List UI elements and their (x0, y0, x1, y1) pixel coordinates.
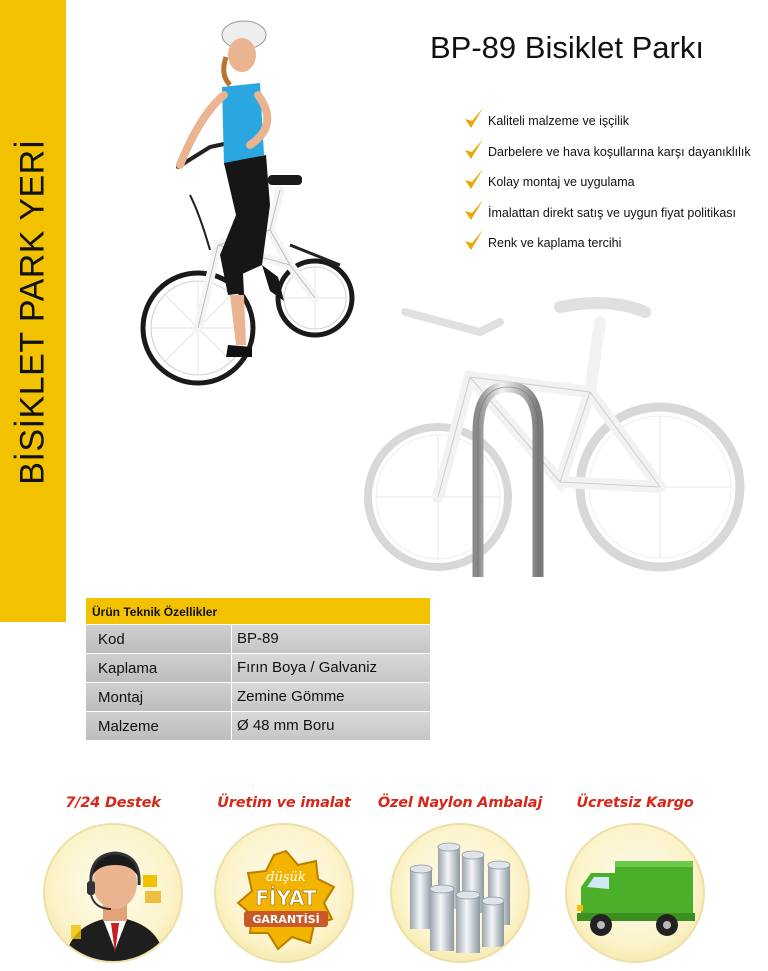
side-banner-text: BİSİKLET PARK YERİ (13, 139, 52, 485)
feature-item (463, 234, 763, 265)
spec-row (86, 625, 430, 653)
product-title: BP-89 Bisiklet Parkı (430, 30, 704, 65)
service-production (199, 795, 369, 926)
feature-item (463, 173, 763, 204)
service-packaging (375, 795, 545, 811)
checkmark-icon (463, 137, 485, 163)
spec-key: Malzeme (86, 712, 231, 740)
spec-table (86, 598, 430, 740)
spec-key: Kaplama (86, 654, 231, 682)
feature-text: İmalattan direkt satış ve uygun fiyat politikası (488, 205, 737, 220)
badge-main-text: FİYAT (255, 886, 317, 910)
feature-item (463, 143, 763, 174)
service-shipping (550, 795, 720, 811)
service-circle (565, 823, 705, 963)
nylon-rolls-icon (392, 825, 530, 963)
service-circle (390, 823, 530, 963)
service-label: Ücretsiz Kargo (576, 795, 694, 811)
feature-text: Darbelere ve hava koşullarına karşı dayanıklılık (488, 144, 751, 159)
checkmark-icon (463, 167, 485, 193)
service-circle (43, 823, 183, 963)
service-circle (214, 823, 354, 963)
feature-item (463, 112, 763, 143)
feature-text: Renk ve kaplama tercihi (488, 236, 622, 250)
spec-row (86, 654, 430, 682)
spec-key: Kod (86, 625, 231, 653)
spec-row (86, 712, 430, 740)
low-price-badge-icon (216, 825, 354, 963)
feature-text: Kaliteli malzeme ve işçilik (488, 114, 630, 128)
spec-key: Montaj (86, 683, 231, 711)
feature-list (463, 112, 763, 265)
bike-rack-photo (360, 282, 752, 600)
delivery-truck-icon (567, 825, 705, 963)
side-banner (0, 0, 66, 622)
spec-value: Zemine Gömme (232, 683, 430, 711)
spec-value: Fırın Boya / Galvaniz (232, 654, 430, 682)
feature-text: Kolay montaj ve uygulama (488, 175, 635, 189)
spec-row (86, 683, 430, 711)
feature-item (463, 204, 763, 235)
support-agent-icon (45, 825, 183, 963)
service-label: 7/24 Destek (65, 795, 161, 811)
badge-top-text: düşük (266, 870, 306, 885)
spec-value: BP-89 (232, 625, 430, 653)
service-support (28, 795, 198, 811)
badge-bottom-text: GARANTİSİ (252, 913, 320, 926)
service-highlights (0, 795, 768, 971)
checkmark-icon (463, 106, 485, 132)
spec-table-heading: Ürün Teknik Özellikler (86, 598, 430, 624)
checkmark-icon (463, 198, 485, 224)
cyclist-photo (140, 15, 360, 405)
checkmark-icon (463, 228, 485, 254)
service-label: Üretim ve imalat (217, 795, 351, 811)
spec-value: Ø 48 mm Boru (232, 712, 430, 740)
service-label: Özel Naylon Ambalaj (377, 795, 543, 811)
